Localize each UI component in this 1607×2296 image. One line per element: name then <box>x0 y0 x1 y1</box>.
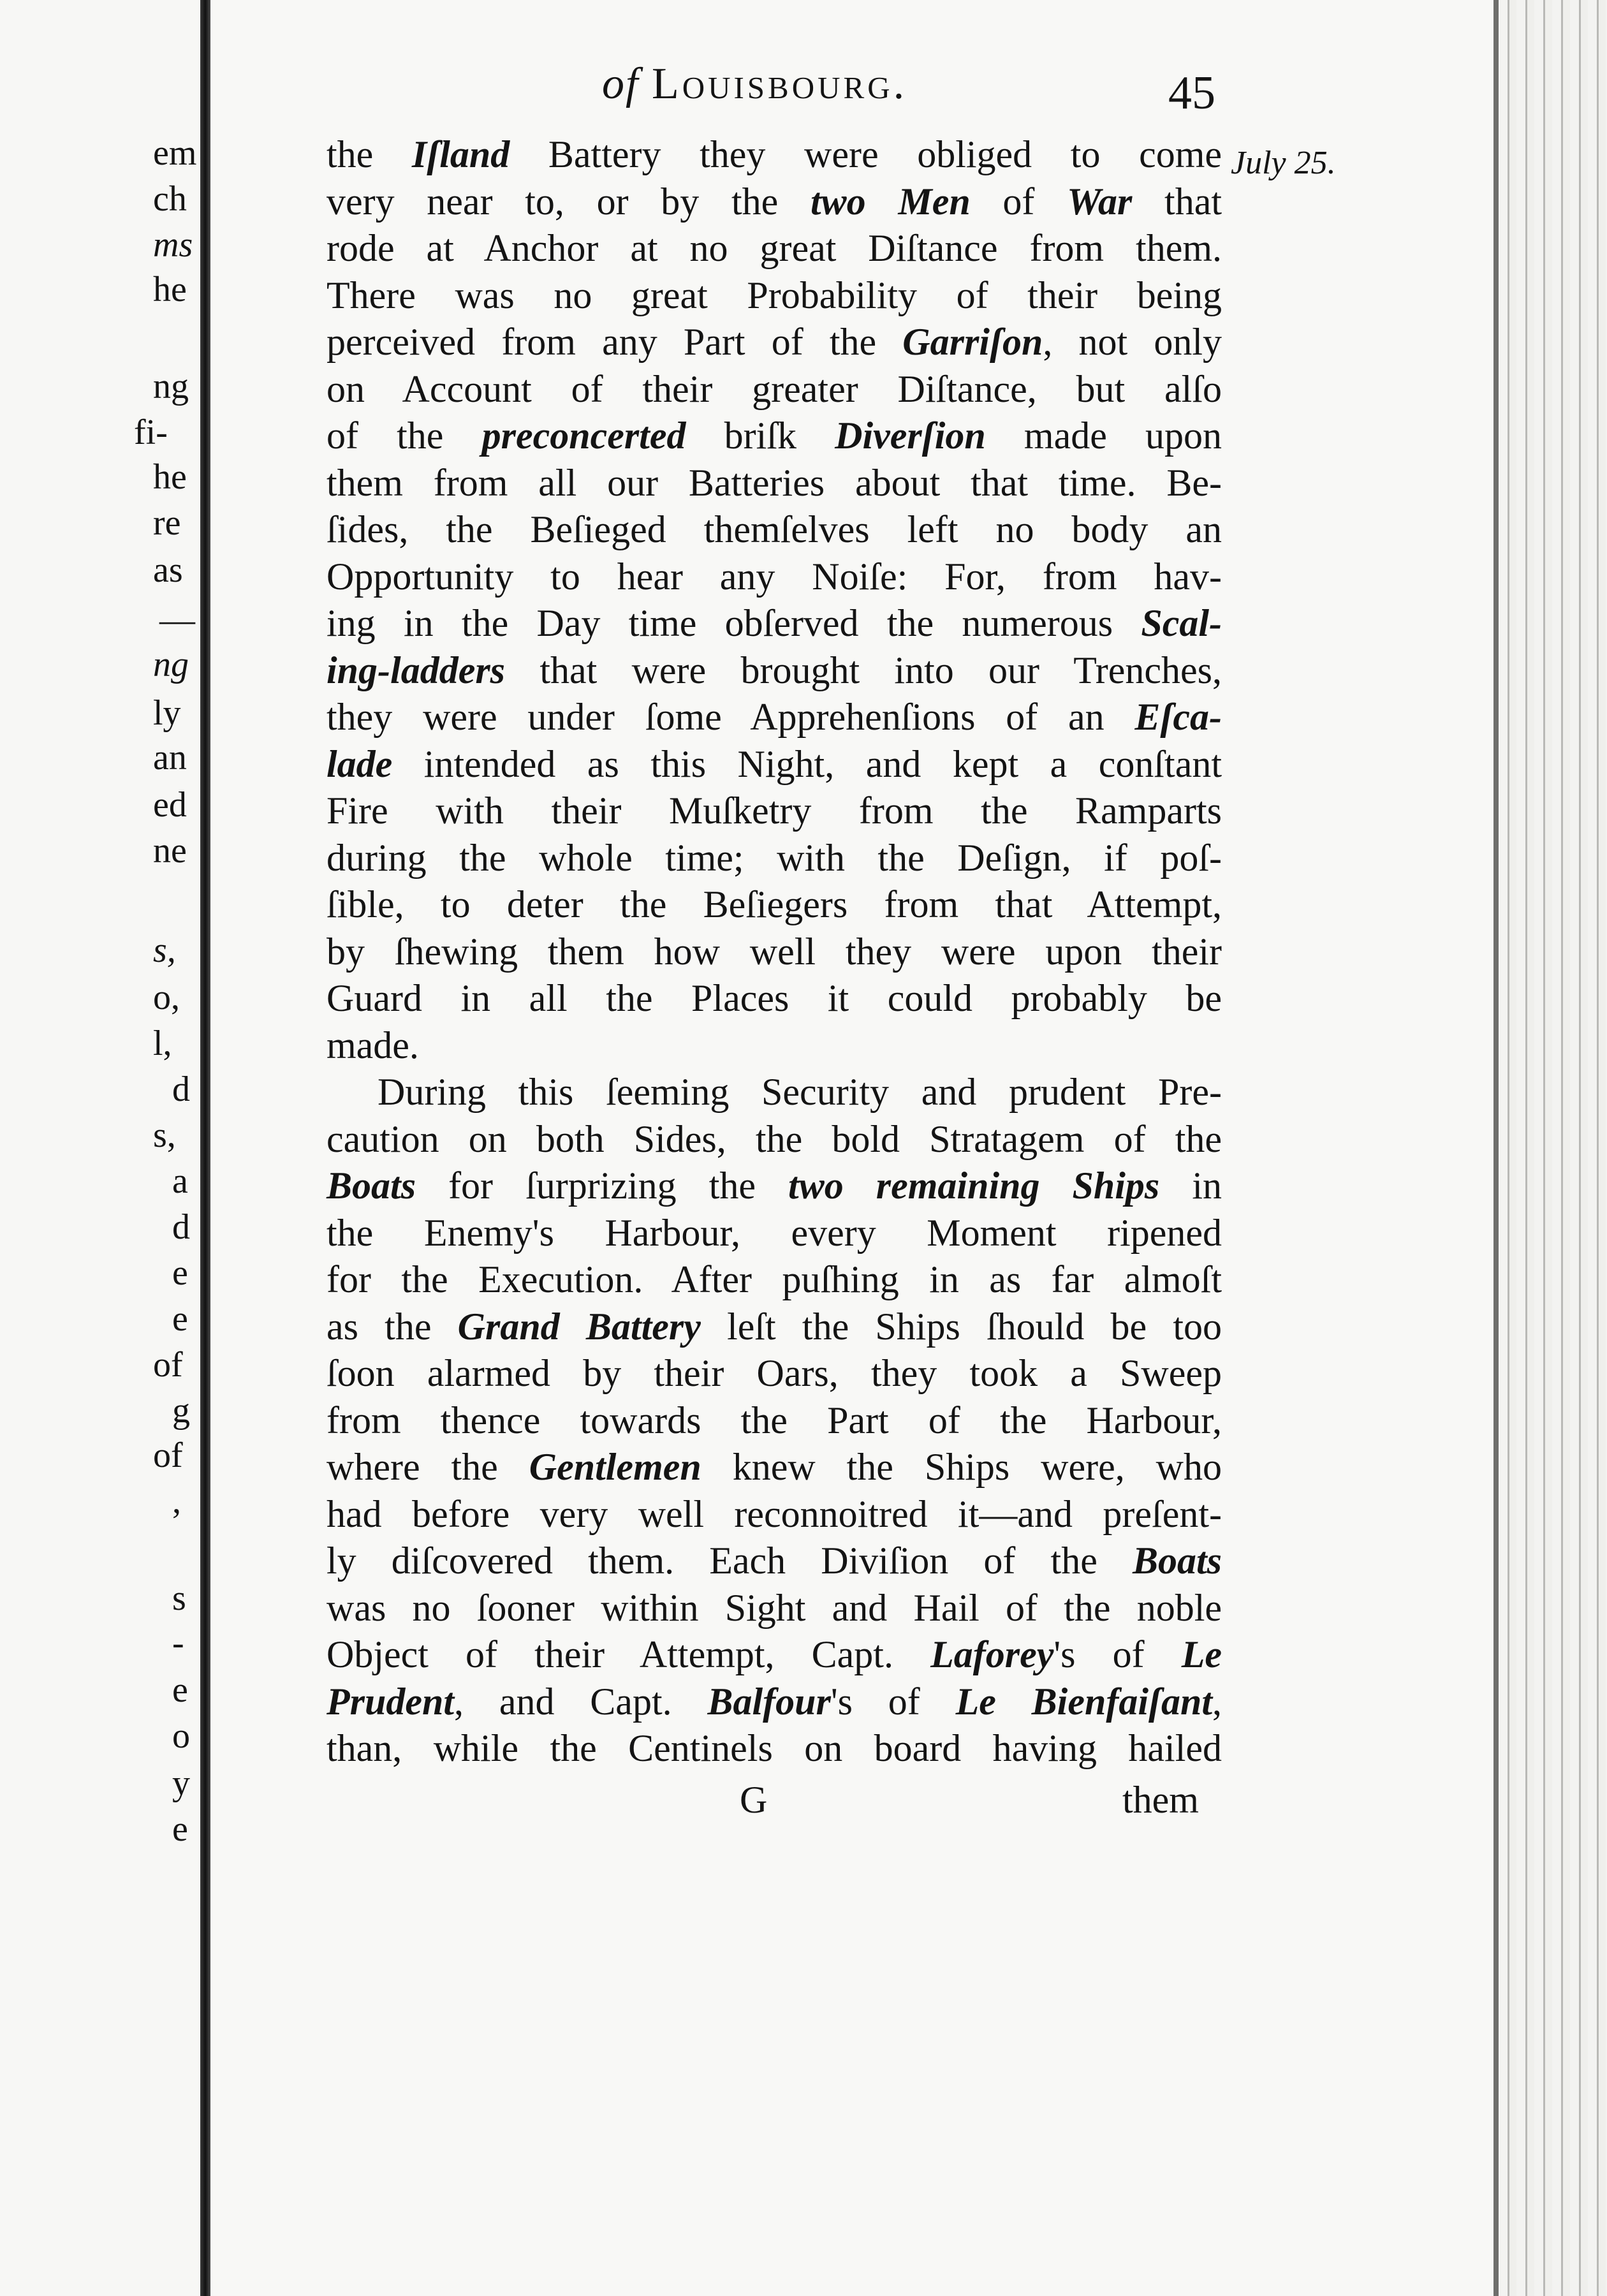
text-run: ſible, to deter the Beſiegers from that Attempt, <box>327 883 1222 925</box>
text-line <box>327 1163 1222 1210</box>
signature-mark: G <box>740 1779 768 1821</box>
text-run: Battery they were obliged to come <box>510 133 1222 175</box>
left-page-text-fragment: d <box>172 1070 190 1109</box>
text-run: During this ſeeming Security and prudent Pre- <box>378 1071 1222 1113</box>
text-run: 's of <box>1053 1633 1182 1675</box>
text-run: ſides, the Beſieged themſelves left no body an <box>327 508 1222 550</box>
italic-run: Grand Battery <box>457 1305 701 1348</box>
text-line <box>327 1116 1222 1163</box>
text-run: intended as this Night, and kept a conſtant <box>392 742 1222 785</box>
page-stack-edge <box>1499 0 1607 2296</box>
italic-run: two remaining Ships <box>788 1165 1160 1207</box>
text-line <box>327 1397 1222 1445</box>
italic-run: Boats <box>327 1165 416 1207</box>
left-page-text-fragment: s, <box>153 931 176 970</box>
left-page-text-fragment: d <box>172 1207 190 1247</box>
left-page-fragment <box>0 0 205 2296</box>
left-page-text-fragment: , <box>172 1482 181 1521</box>
text-run: knew the Ships were, who <box>701 1446 1222 1488</box>
text-run: rode at Anchor at no great Diſtance from them. <box>327 227 1222 269</box>
text-run: in <box>1159 1165 1222 1207</box>
italic-run: Prudent <box>327 1680 455 1723</box>
text-line <box>327 1256 1222 1304</box>
text-line <box>327 975 1222 1022</box>
left-page-text-fragment: ly <box>153 693 181 733</box>
text-line <box>327 600 1222 647</box>
text-run: the <box>327 133 412 175</box>
text-run: perceived from any Part of the <box>327 321 903 363</box>
left-page-text-fragment: ms <box>153 225 193 265</box>
text-line <box>327 413 1222 460</box>
margin-date-note: July 25. <box>1231 145 1336 181</box>
text-run: was no ſooner within Sight and Hail of the noble <box>327 1586 1222 1629</box>
text-run: briſk <box>686 415 835 457</box>
left-page-text-fragment: ng <box>153 645 189 684</box>
text-run: during the whole time; with the Deſign, if poſ- <box>327 836 1222 879</box>
italic-run: preconcerted <box>481 415 686 457</box>
text-line <box>327 647 1222 695</box>
left-page-text-fragment: he <box>153 457 187 497</box>
text-run: as the <box>327 1305 458 1348</box>
text-run: for ſurprizing the <box>416 1165 789 1207</box>
text-run: , and Capt. <box>454 1680 708 1723</box>
left-page-text-fragment: of <box>153 1345 183 1385</box>
text-line <box>327 741 1222 788</box>
text-run: the Enemy's Harbour, every Moment ripened <box>327 1211 1222 1254</box>
text-run: 's of <box>830 1680 956 1723</box>
left-page-text-fragment: - <box>172 1623 184 1663</box>
left-page-text-fragment: fi- <box>134 413 168 452</box>
italic-run: Balfour <box>707 1680 831 1723</box>
text-run: they were under ſome Apprehenſions of an <box>327 696 1135 738</box>
text-line <box>327 1679 1222 1726</box>
text-line <box>327 881 1222 929</box>
left-page-text-fragment: an <box>153 738 187 777</box>
text-line <box>327 1585 1222 1632</box>
italic-run: War <box>1067 180 1133 223</box>
text-run: made upon <box>985 415 1222 457</box>
left-page-text-fragment: o <box>172 1716 190 1756</box>
text-line <box>327 1725 1222 1772</box>
left-page-text-fragment: e <box>172 1809 188 1849</box>
text-line <box>327 929 1222 976</box>
text-run: ly diſcovered them. Each Diviſion of the <box>327 1540 1133 1582</box>
book-gutter <box>200 0 210 2296</box>
text-run: leſt the Ships ſhould be too <box>700 1305 1222 1348</box>
italic-run: Eſca- <box>1134 696 1222 738</box>
catchword: them <box>1122 1779 1199 1821</box>
left-page-text-fragment: o, <box>153 978 180 1017</box>
text-line <box>327 460 1222 507</box>
text-run: had before very well reconnoitred it—and preſent- <box>327 1492 1222 1535</box>
text-run: Fire with their Muſketry from the Ramparts <box>327 790 1222 832</box>
text-line <box>327 694 1222 741</box>
text-run: very near to, or by the <box>327 180 811 223</box>
italic-run: Boats <box>1132 1540 1222 1582</box>
left-page-text-fragment: ne <box>153 831 187 871</box>
text-line <box>327 1022 1222 1070</box>
text-run <box>866 180 899 223</box>
left-page-text-fragment: s <box>172 1578 186 1618</box>
italic-run: lade <box>327 742 393 785</box>
running-head-prefix: of <box>602 59 640 108</box>
text-line <box>327 835 1222 882</box>
text-line <box>327 1631 1222 1679</box>
left-page-text-fragment: ng <box>153 367 189 406</box>
text-run: Guard in all the Places it could probably be <box>327 977 1222 1019</box>
left-page-text-fragment: a <box>172 1161 188 1201</box>
running-head <box>602 59 907 110</box>
left-page-text-fragment: g <box>172 1391 190 1431</box>
italic-run: Le <box>1181 1633 1222 1675</box>
text-run: , not only <box>1043 321 1222 363</box>
running-head-title: Louisbourg. <box>651 59 908 108</box>
text-run: There was no great Probability of their being <box>327 274 1222 316</box>
left-page-text-fragment: of <box>153 1436 183 1475</box>
text-line <box>327 272 1222 320</box>
text-run: that <box>1132 180 1222 223</box>
text-run: from thence towards the Part of the Harbour, <box>327 1399 1222 1441</box>
text-line <box>327 131 1222 179</box>
text-run: for the Execution. After puſhing in as far almoſt <box>327 1258 1222 1300</box>
left-page-text-fragment: e <box>172 1253 188 1293</box>
left-page-text-fragment: he <box>153 270 187 309</box>
text-run: than, while the Centinels on board having hailed <box>327 1727 1222 1769</box>
text-run: by ſhewing them how well they were upon their <box>327 930 1222 973</box>
page-number: 45 <box>1168 67 1215 119</box>
italic-run: ing-ladders <box>327 649 506 691</box>
text-run: caution on both Sides, the bold Stratagem of the <box>327 1117 1222 1160</box>
italic-run: two <box>810 180 866 223</box>
left-page-text-fragment: — <box>159 600 195 640</box>
italic-run: Garriſon <box>902 321 1043 363</box>
left-page-text-fragment: y <box>172 1763 190 1803</box>
text-line <box>327 1491 1222 1538</box>
text-line <box>327 1538 1222 1585</box>
left-page-text-fragment: e <box>172 1299 188 1339</box>
text-line <box>327 1210 1222 1257</box>
italic-run: Men <box>898 180 971 223</box>
text-line <box>327 319 1222 366</box>
left-page-text-fragment: l, <box>153 1024 172 1063</box>
text-line <box>327 506 1222 554</box>
left-page-text-fragment: s, <box>153 1115 176 1155</box>
text-run: , <box>1212 1680 1222 1723</box>
italic-run: Gentlemen <box>529 1446 701 1488</box>
text-run: Object of their Attempt, Capt. <box>327 1633 931 1675</box>
italic-run: Iſland <box>411 133 510 175</box>
text-line <box>327 225 1222 272</box>
text-line <box>327 554 1222 601</box>
italic-run: Laforey <box>930 1633 1054 1675</box>
text-line <box>327 1444 1222 1491</box>
text-line <box>327 1304 1222 1351</box>
text-run: where the <box>327 1446 529 1488</box>
text-run: that were brought into our Trenches, <box>505 649 1222 691</box>
text-run: of the <box>327 415 482 457</box>
left-page-text-fragment: em <box>153 133 197 173</box>
text-run: ſoon alarmed by their Oars, they took a Sweep <box>327 1352 1222 1394</box>
italic-run: Scal- <box>1141 602 1222 644</box>
text-run: ing in the Day time obſerved the numerous <box>327 602 1141 644</box>
italic-run: Le Bienfaiſant <box>955 1680 1213 1723</box>
left-page-text-fragment: e <box>172 1670 188 1710</box>
left-page-text-fragment: re <box>153 503 181 543</box>
text-run: Opportunity to hear any Noiſe: For, from hav- <box>327 555 1222 598</box>
text-run: them from all our Batteries about that time. Be- <box>327 461 1222 504</box>
text-line <box>327 366 1222 413</box>
body-text <box>327 131 1222 1772</box>
italic-run: Diverſion <box>835 415 986 457</box>
left-page-text-fragment: ch <box>153 179 187 219</box>
text-line <box>327 1350 1222 1397</box>
text-run: of <box>970 180 1068 223</box>
text-line <box>327 788 1222 835</box>
text-run: made. <box>327 1024 419 1066</box>
text-line <box>327 179 1222 226</box>
text-line <box>327 1069 1222 1116</box>
left-page-text-fragment: ed <box>153 785 187 825</box>
left-page-text-fragment: as <box>153 550 183 590</box>
text-run: on Account of their greater Diſtance, but alſo <box>327 367 1222 410</box>
